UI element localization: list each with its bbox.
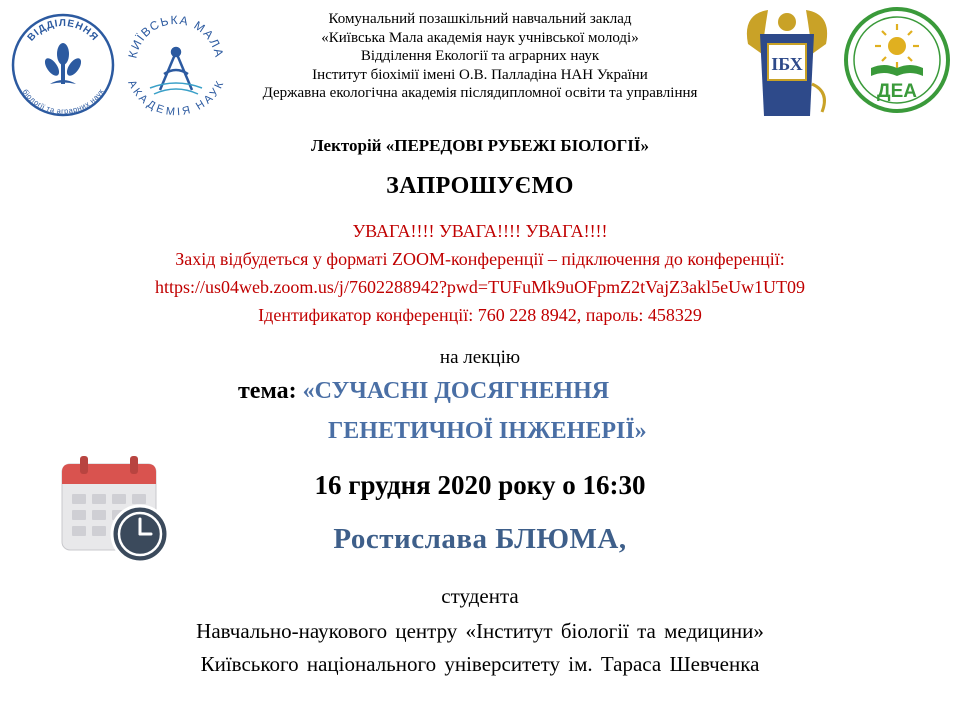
ibh-logo-text: ІБХ	[771, 54, 803, 74]
topic-title-part-2: ГЕНЕТИЧНОЇ ІНЖЕНЕРІЇ»	[328, 418, 647, 444]
header-line-5: Державна екологічна академія післядипломної освіти та управління	[262, 85, 698, 101]
header-line-4: Інститут біохімії імені О.В. Палладіна НАН України	[312, 66, 648, 83]
man-logo-bottom-text: АКАДЕМІЯ НАУК	[125, 78, 227, 119]
dea-logo	[843, 6, 951, 114]
header-line-2: «Київська Мала академія наук учнівської молоді»	[321, 29, 639, 46]
speaker-org-line-2: Київського національного університету ім. Тараса Шевченка	[200, 652, 760, 676]
attention-line: УВАГА!!!! УВАГА!!!! УВАГА!!!!	[352, 221, 608, 241]
topic-label: тема:	[238, 378, 297, 404]
lecture-series-title: Лекторій «ПЕРЕДОВІ РУБЕЖІ БІОЛОГІЇ»	[310, 136, 649, 155]
event-date: 16 грудня 2020 року о 16:30	[314, 470, 646, 500]
dea-logo-text: ДЕА	[877, 81, 917, 102]
zoom-url-link[interactable]: https://us04web.zoom.us/j/7602288942?pwd=TUFuMk9uOFpmZ2tVajZ3akl5eUw1UT09	[154, 277, 806, 297]
speaker-role: студента	[441, 584, 519, 608]
speaker-name: Ростислава БЛЮМА,	[333, 523, 627, 555]
department-logo	[10, 12, 116, 118]
header-institutions	[180, 10, 780, 103]
invite-title: ЗАПРОШУЄМО	[386, 173, 574, 199]
ibh-logo	[738, 4, 836, 122]
zoom-notice	[0, 217, 960, 329]
topic-line-1	[238, 378, 609, 405]
man-logo-top-text: КИЇВСЬКА МАЛА	[125, 12, 227, 60]
zoom-format-line: Захід відбудеться у форматі ZOOM-конференції – підключення до конференції:	[175, 249, 785, 269]
header-line-3: Відділення Екології та аграрних наук	[360, 48, 600, 64]
lecture-intro: на лекцію	[439, 347, 521, 368]
zoom-credentials-line: Ідентификатор конференції: 760 228 8942, пароль: 458329	[258, 305, 702, 325]
topic-title-part-1: «СУЧАСНІ ДОСЯГНЕННЯ	[302, 378, 610, 404]
speaker-org-line-1: Навчально-наукового центру «Інститут біології та медицини»	[196, 619, 764, 643]
department-logo-bottom-text: біології та аграрних наук	[20, 87, 106, 116]
department-logo-top-text: ВІДДІЛЕННЯ	[25, 17, 101, 44]
header-line-1: Комунальний позашкільний навчальний заклад	[328, 11, 632, 27]
